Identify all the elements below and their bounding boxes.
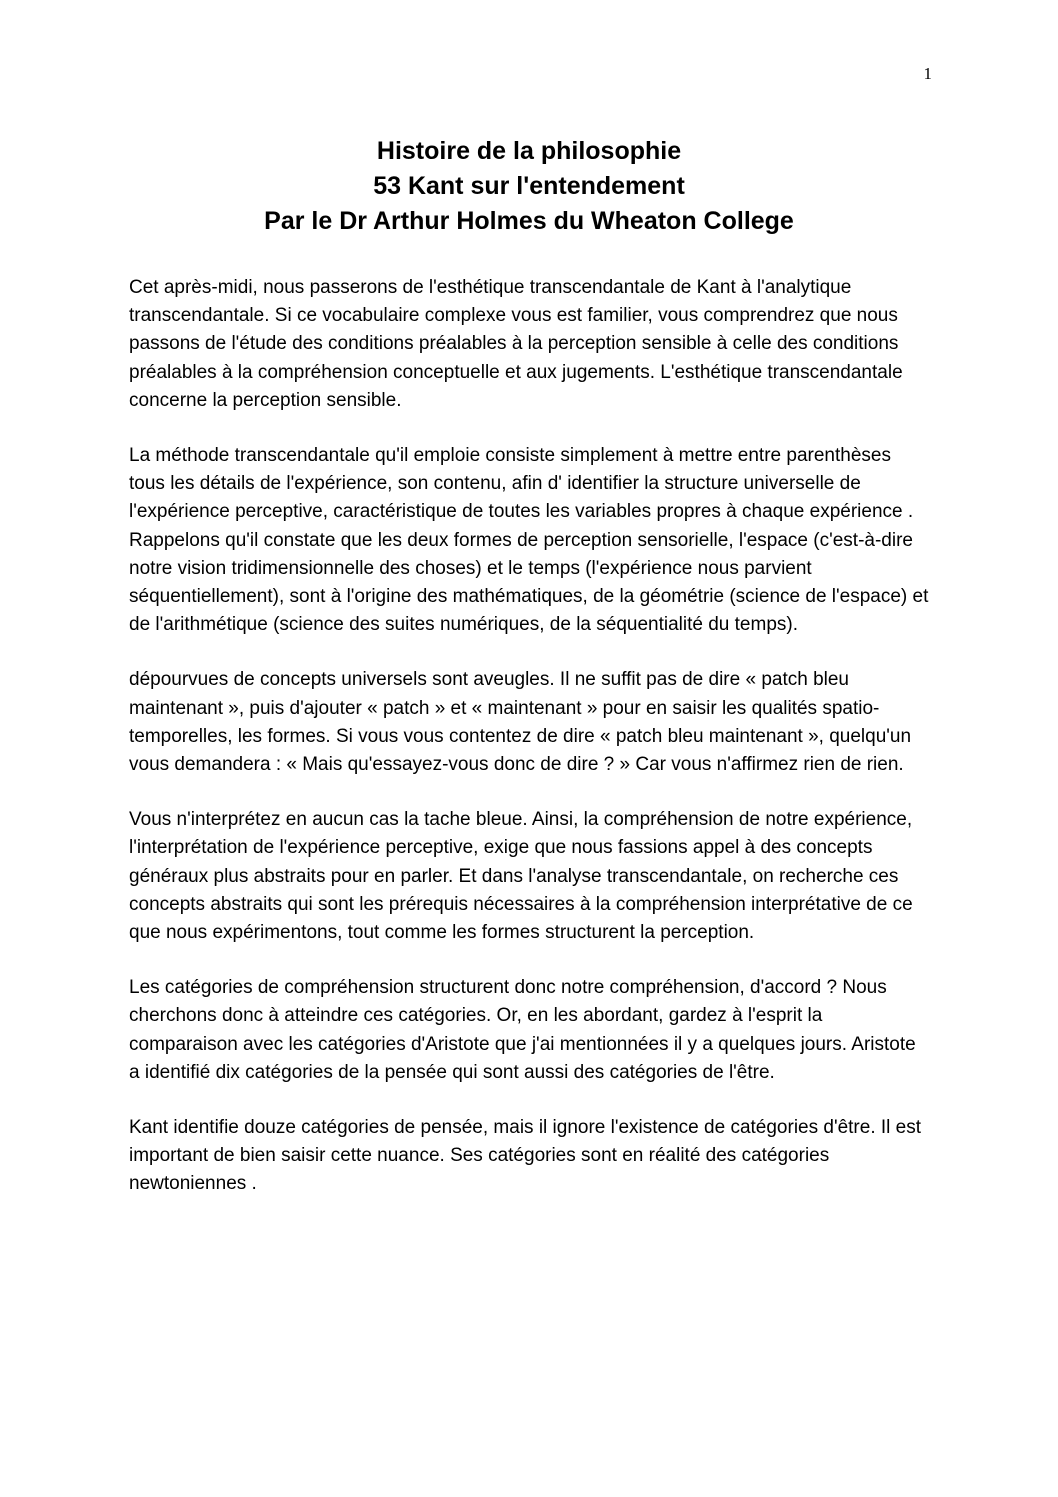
title-line-2: 53 Kant sur l'entendement [373, 172, 685, 200]
document-title [0, 134, 1058, 239]
paragraph-6: Kant identifie douze catégories de pensée, mais il ignore l'existence de catégories d'être. Il est important de bien saisir cette nuance. Ses catégories sont en réalité des catégories newtoniennes . [129, 1117, 921, 1195]
title-line-3: Par le Dr Arthur Holmes du Wheaton College [264, 207, 794, 235]
document-body [129, 274, 929, 1226]
page-number: 1 [923, 64, 932, 83]
paragraph-1: Cet après-midi, nous passerons de l'esthétique transcendantale de Kant à l'analytique transcendantale. Si ce vocabulaire complexe vous est familier, vous comprendrez que nous passons de l'étude des conditions préalables à la perception sensible à celle des conditions préalables à la compréhension conceptuelle et aux jugements. L'esthétique transcendantale concerne la perception sensible. [129, 277, 903, 411]
title-line-1: Histoire de la philosophie [376, 137, 682, 165]
paragraph-3: dépourvues de concepts universels sont aveugles. Il ne suffit pas de dire « patch bleu maintenant », puis d'ajouter « patch » et « maintenant » pour en saisir les qualités spatio-temporelles, les formes. Si vous vous contentez de dire « patch bleu maintenant », quelqu'un vous demandera : « Mais qu'essayez-vous donc de dire ? » Car vous n'affirmez rien de rien. [129, 669, 912, 776]
paragraph-5: Les catégories de compréhension structurent donc notre compréhension, d'accord ? Nous cherchons donc à atteindre ces catégories. Or, en les abordant, gardez à l'esprit la comparaison avec les catégories d'Aristote que j'ai mentionnées il y a quelques jours. Aristote a identifié dix catégories de la pensée qui sont aussi des catégories de l'être. [129, 977, 916, 1083]
paragraph-4: Vous n'interprétez en aucun cas la tache bleue. Ainsi, la compréhension de notre expérience, l'interprétation de l'expérience perceptive, exige que nous fassions appel à des concepts généraux plus abstraits pour en parler. Et dans l'analyse transcendantale, on recherche ces concepts abstraits qui sont les prérequis nécessaires à la compréhension interprétative de ce que nous expérimentons, tout comme les formes structurent la perception. [129, 809, 913, 944]
paragraph-2: La méthode transcendantale qu'il emploie consiste simplement à mettre entre parenthèses tous les détails de l'expérience, son contenu, afin d' identifier la structure universelle de l'expérience perceptive, caractéristique de toutes les variables propres à chaque expérience . Rappelons qu'il constate que les deux formes de perception sensorielle, l'espace (c'est-à-dire notre vision tridimensionnelle des choses) et le temps (l'expérience nous parvient séquentiellement), sont à l'origine des mathématiques, de la géométrie (science de l'espace) et de l'arithmétique (science des suites numériques, de la séquentialité du temps). [129, 445, 929, 636]
